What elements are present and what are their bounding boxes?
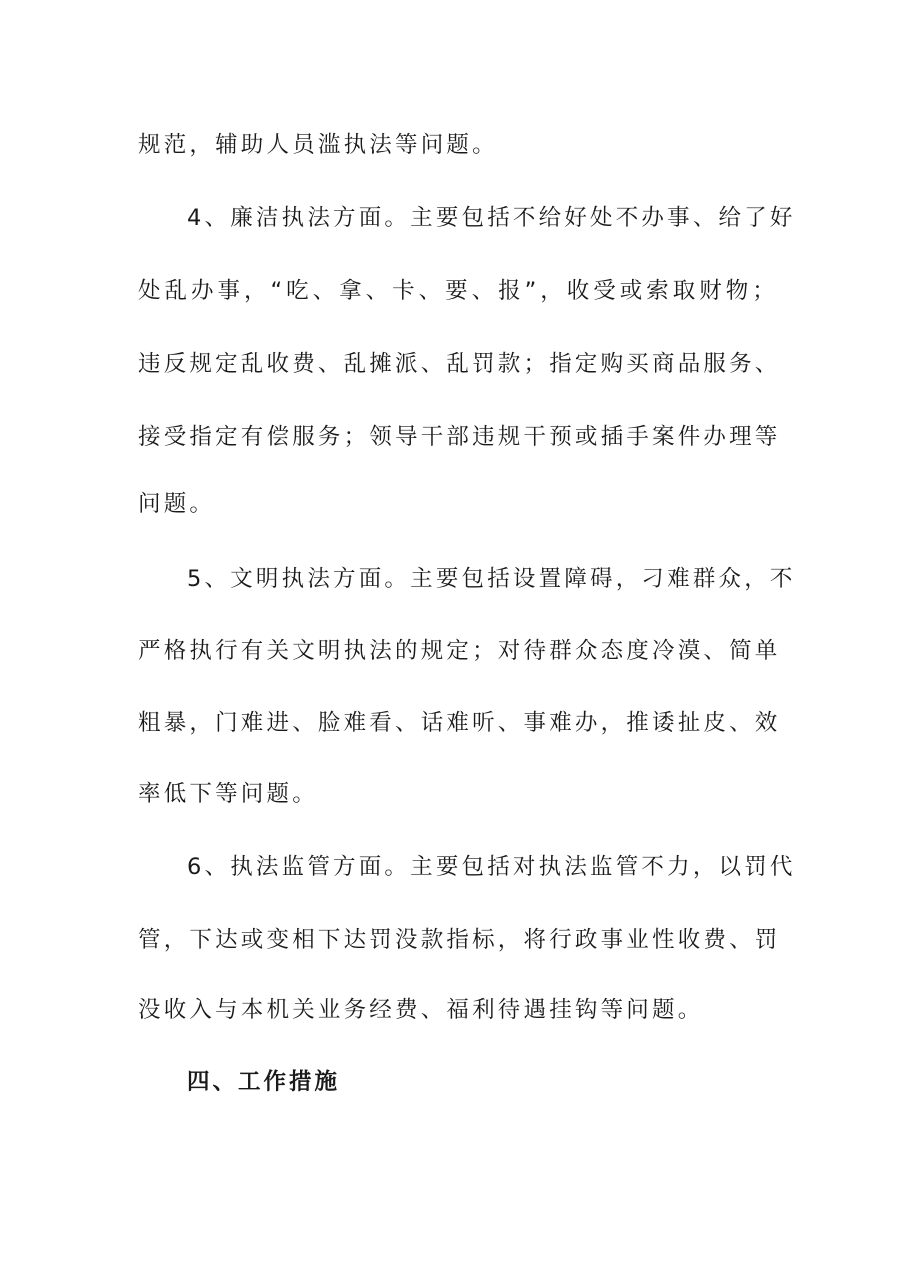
paragraph-line: 规范，辅助人员滥执法等问题。 <box>138 132 498 158</box>
paragraph-line: 处乱办事，“吃、拿、卡、要、报”，收受或索取财物； <box>138 278 778 304</box>
paragraph-line: 违反规定乱收费、乱摊派、乱罚款；指定购买商品服务、 <box>138 351 781 377</box>
paragraph-line: 接受指定有偿服务；领导干部违规干预或插手案件办理等 <box>138 424 781 450</box>
paragraph-line: 4、廉洁执法方面。主要包括不给好处不办事、给了好 <box>187 205 796 231</box>
paragraph-line: 管，下达或变相下达罚没款指标，将行政事业性收费、罚 <box>138 927 781 953</box>
paragraph-line: 问题。 <box>138 491 216 517</box>
paragraph-line: 率低下等问题。 <box>138 781 318 807</box>
paragraph-line: 6、执法监管方面。主要包括对执法监管不力，以罚代 <box>187 854 796 880</box>
paragraph-line: 没收入与本机关业务经费、福利待遇挂钩等问题。 <box>138 997 704 1023</box>
paragraph-line: 粗暴，门难进、脸难看、话难听、事难办，推诿扯皮、效 <box>138 710 781 736</box>
section-heading: 四、工作措施 <box>187 1069 341 1095</box>
paragraph-line: 5、文明执法方面。主要包括设置障碍，刁难群众，不 <box>187 566 796 592</box>
paragraph-line: 严格执行有关文明执法的规定；对待群众态度冷漠、简单 <box>138 638 781 664</box>
